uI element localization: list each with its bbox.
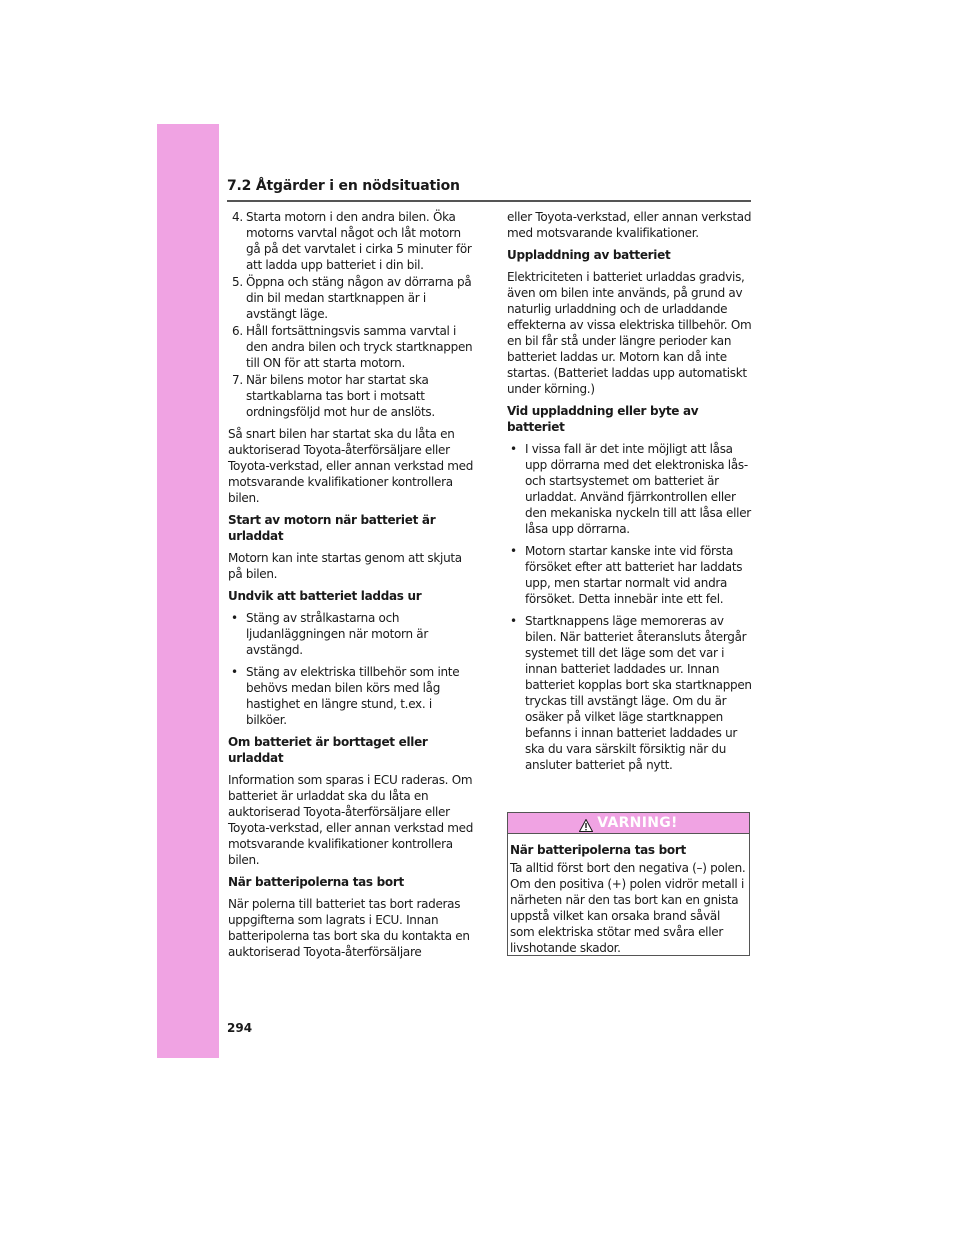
bullet-dot: • (231, 611, 238, 625)
step-item (228, 274, 476, 322)
warning-box (507, 812, 750, 956)
bullet-dot: • (510, 544, 517, 558)
step-item (228, 323, 476, 371)
step-number: 6. (232, 324, 243, 338)
section-title: 7.2 Åtgärder i en nödsituation (227, 178, 460, 194)
list-item-text: Stäng av elektriska tillbehör som inte behövs medan bilen körs med låg hastighet en längre stund, t.ex. i bilköer. (246, 665, 460, 727)
warning-body (508, 834, 749, 956)
step-text: Öppna och stäng någon av dörrarna på din bil medan startknappen är i avstängt läge. (246, 275, 472, 321)
warning-text: Ta alltid först bort den negativa (–) polen. Om den positiva (+) polen vidrör metall i närheten när den tas bort kan en gnista uppstå vilket kan orsaka brand såväl som elektriska stötar med svåra eller livshotande skador. (510, 861, 746, 955)
heading-recharge-replace: Vid uppladdning eller byte av batteriet (507, 404, 699, 434)
warning-triangle-icon (579, 817, 593, 830)
list-item-text: Motorn startar kanske inte vid första försöket efter att batteriet har laddats upp, men startar normalt vid andra försöket. Detta innebär inte ett fel. (525, 544, 743, 606)
warning-label: VARNING! (597, 815, 678, 831)
poles-removed-paragraph: När polerna till batteriet tas bort raderas uppgifterna som lagrats i ECU. Innan batteripolerna tas bort ska du kontakta en auktoriserad Toyota-återförsäljare (228, 897, 470, 959)
heading-poles-removed: När batteripolerna tas bort (228, 875, 404, 889)
warning-header (508, 813, 749, 834)
page-header (157, 124, 751, 200)
left-column (228, 209, 476, 966)
bullet-dot: • (231, 665, 238, 679)
step-text: När bilens motor har startat ska startkablarna tas bort i motsatt ordningsföljd mot hur de anslöts. (246, 373, 435, 419)
list-item (507, 543, 755, 607)
list-item-text: Startknappens läge memoreras av bilen. När batteriet återansluts återgår systemet till det läge som det var i innan batteriet laddades ur. Innan batteriet kopplas bort ska startknappen tryckas till avstängt läge. Om du är osäker på vilket läge startknappen befanns i innan batteriet laddades ur ska du vara särskilt försiktig när du ansluter batteriet på nytt. (525, 614, 752, 772)
header-rule (227, 200, 751, 202)
step-text: Håll fortsättningsvis samma varvtal i den andra bilen och tryck startknappen till ON för att starta motorn. (246, 324, 473, 370)
poles-removed-continued: eller Toyota-verkstad, eller annan verkstad med motsvarande kvalifikationer. (507, 210, 752, 240)
step-item (228, 209, 476, 273)
list-item (507, 441, 755, 537)
right-column (507, 209, 755, 779)
heading-recharge: Uppladdning av batteriet (507, 248, 671, 262)
recharge-paragraph: Elektriciteten i batteriet urladdas gradvis, även om bilen inte används, på grund av naturlig urladdning och de urladdande effekterna av vissa elektriska tillbehör. Om en bil får stå under längre perioder kan batteriet laddas ur. Motorn kan då inte startas. (Batteriet laddas upp automatiskt under körning.) (507, 270, 752, 396)
step-number: 4. (232, 210, 243, 224)
list-item-text: Stäng av strålkastarna och ljudanläggningen när motorn är avstängd. (246, 611, 428, 657)
list-item (228, 664, 476, 728)
step-text: Starta motorn i den andra bilen. Öka motorns varvtal något och låt motorn gå på det varvtalet i cirka 5 minuter för att ladda upp batteriet i din bil. (246, 210, 472, 272)
battery-removed-paragraph: Information som sparas i ECU raderas. Om batteriet är urladdat ska du låta en auktoriserad Toyota-återförsäljare eller Toyota-verkstad, eller annan verkstad med motsvarande kvalifikationer kontrollera bilen. (228, 773, 474, 867)
step-number: 7. (232, 373, 243, 387)
list-item (507, 613, 755, 773)
after-start-paragraph: Så snart bilen har startat ska du låta en auktoriserad Toyota-återförsäljare eller Toyota-verkstad, eller annan verkstad med motsvarande kvalifikationer kontrollera bilen. (228, 427, 474, 505)
bullet-dot: • (510, 442, 517, 456)
list-item-text: I vissa fall är det inte möjligt att låsa upp dörrarna med det elektroniska lås- och startsystemet om batteriet är urladdat. Använd fjärrkontrollen eller den mekaniska nyckeln till att låsa eller låsa upp dörrarna. (525, 442, 751, 536)
page-number: 294 (227, 1021, 253, 1035)
list-item (228, 610, 476, 658)
step-item (228, 372, 476, 420)
heading-start-discharged: Start av motorn när batteriet är urladdat (228, 513, 436, 543)
heading-battery-removed: Om batteriet är borttaget eller urladdat (228, 735, 428, 765)
heading-avoid-discharge: Undvik att batteriet laddas ur (228, 589, 422, 603)
bullet-dot: • (510, 614, 517, 628)
sidebar-color-strip (157, 124, 219, 1058)
start-discharged-paragraph: Motorn kan inte startas genom att skjuta på bilen. (228, 551, 462, 581)
warning-heading: När batteripolerna tas bort (510, 843, 686, 857)
step-number: 5. (232, 275, 243, 289)
